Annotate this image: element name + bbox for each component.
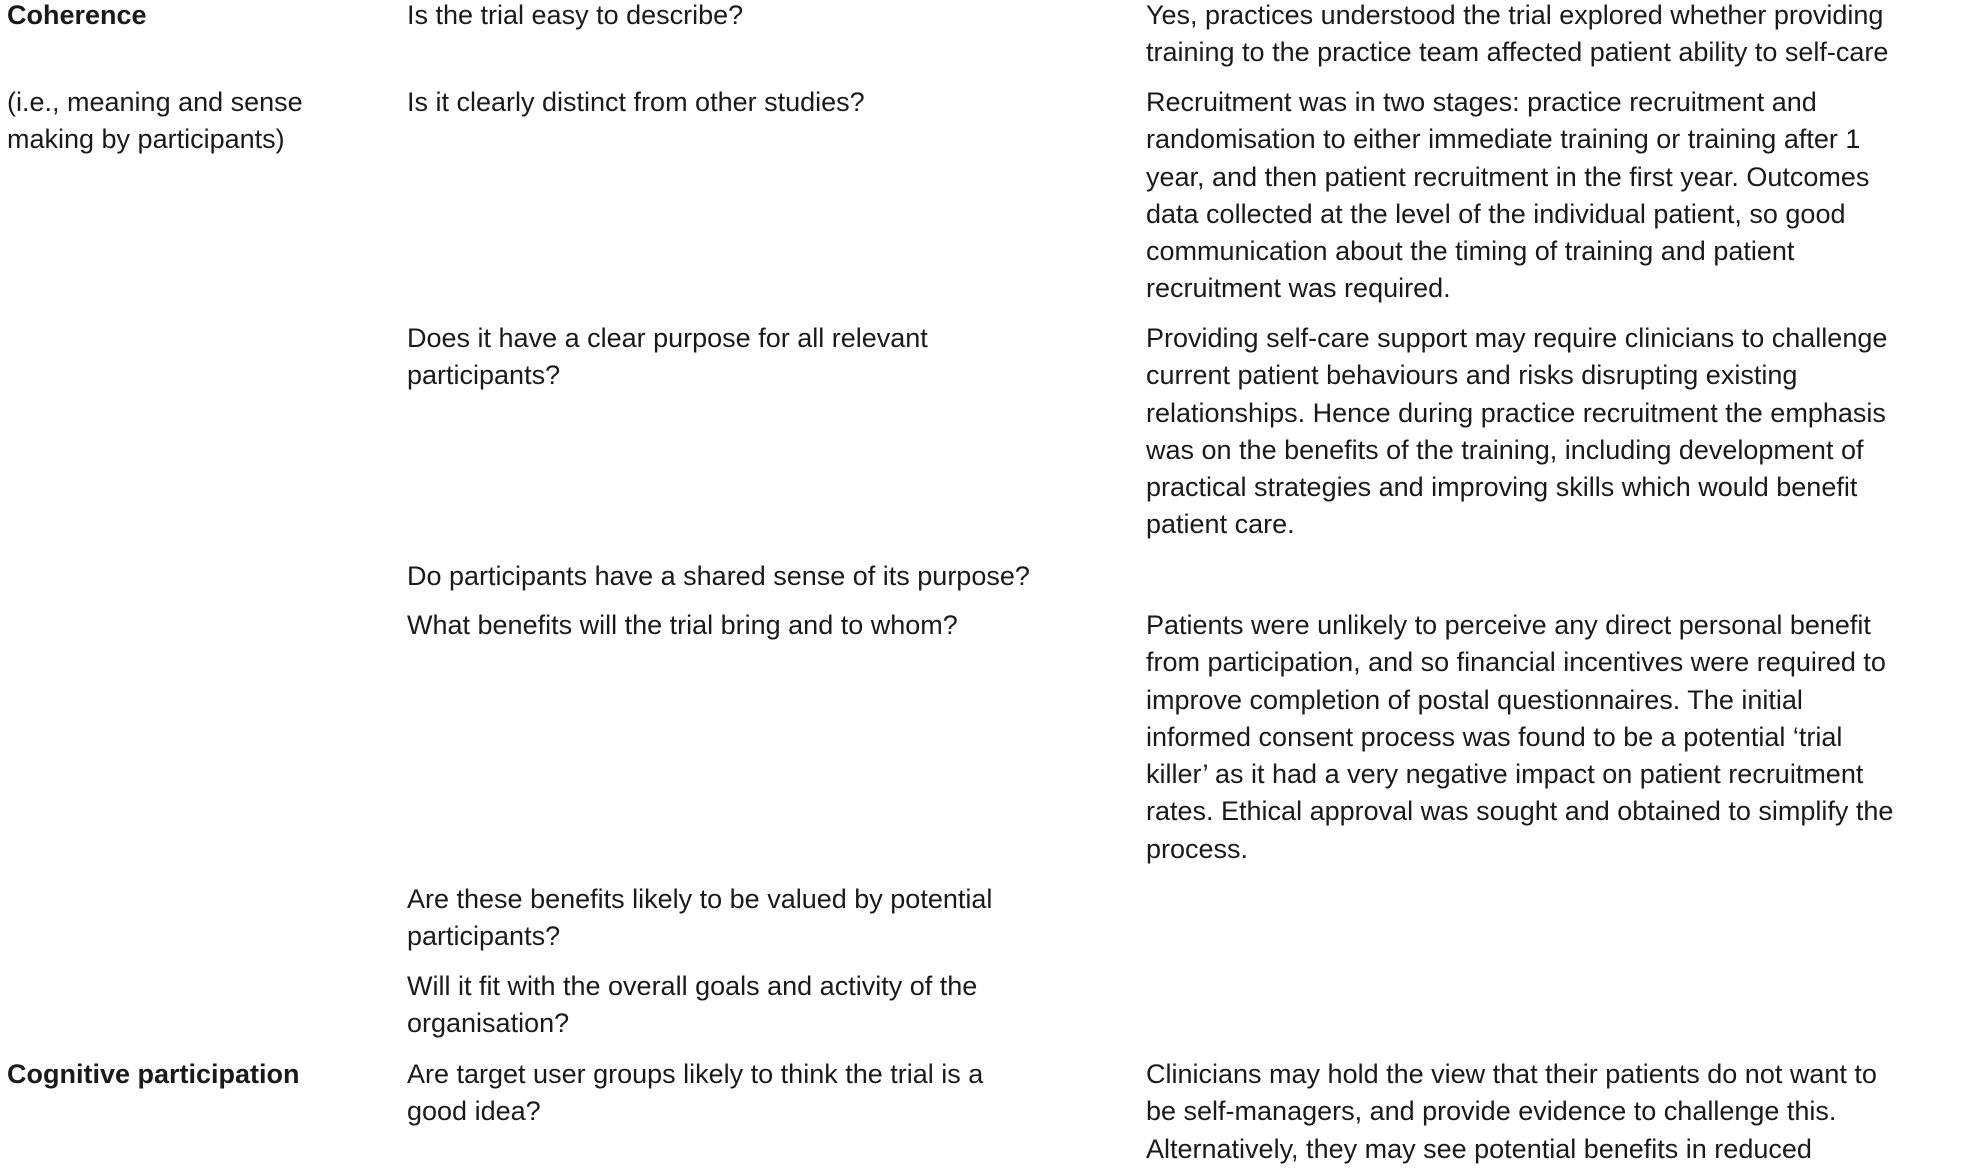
domain-cognitive-participation: Cognitive participation	[7, 1059, 300, 1089]
domain-description: (i.e., meaning and sense making by participants)	[7, 87, 303, 155]
question-cell: Are these benefits likely to be valued by potential participants?	[407, 884, 993, 952]
answer-cell: Patients were unlikely to perceive any direct personal benefit from participation, and so financial incentives were required to improve completion of postal questionnaires. The initial informed consent process was found to be a potential ‘trial killer’ as it had a very negative impact on patient recruitment rates. Ethical approval was sought and obtained to simplify the process.	[1146, 610, 1894, 864]
answer-cell: Clinicians may hold the view that their patients do not want to be self-managers, and provide evidence to challenge this. Alternatively, they may see potential benefits in reduced	[1146, 1059, 1877, 1164]
answer-cell: Yes, practices understood the trial explored whether providing training to the practice team affected patient ability to self-care	[1146, 0, 1889, 68]
answer-cell: Providing self-care support may require clinicians to challenge current patient behaviours and risks disrupting existing relationships. Hence during practice recruitment the emphasis was on the benefits of the training, including development of practical strategies and improving skills which would benefit patient care.	[1146, 323, 1888, 540]
question-cell: Is it clearly distinct from other studies?	[407, 87, 865, 117]
question-cell: Are target user groups likely to think the trial is a good idea?	[407, 1059, 984, 1127]
question-cell: Is the trial easy to describe?	[407, 0, 744, 30]
answer-cell: Recruitment was in two stages: practice recruitment and randomisation to either immediate training or training after 1 year, and then patient recruitment in the first year. Outcomes data collected at the level of the individual patient, so good communication about the timing of training and patient recruitment was required.	[1146, 87, 1870, 304]
question-cell: Does it have a clear purpose for all relevant participants?	[407, 323, 928, 391]
domain-coherence: Coherence	[7, 0, 147, 30]
question-cell: Do participants have a shared sense of its purpose?	[407, 561, 1030, 591]
question-cell: Will it fit with the overall goals and activity of the organisation?	[407, 971, 978, 1039]
question-cell: What benefits will the trial bring and to whom?	[407, 610, 958, 640]
